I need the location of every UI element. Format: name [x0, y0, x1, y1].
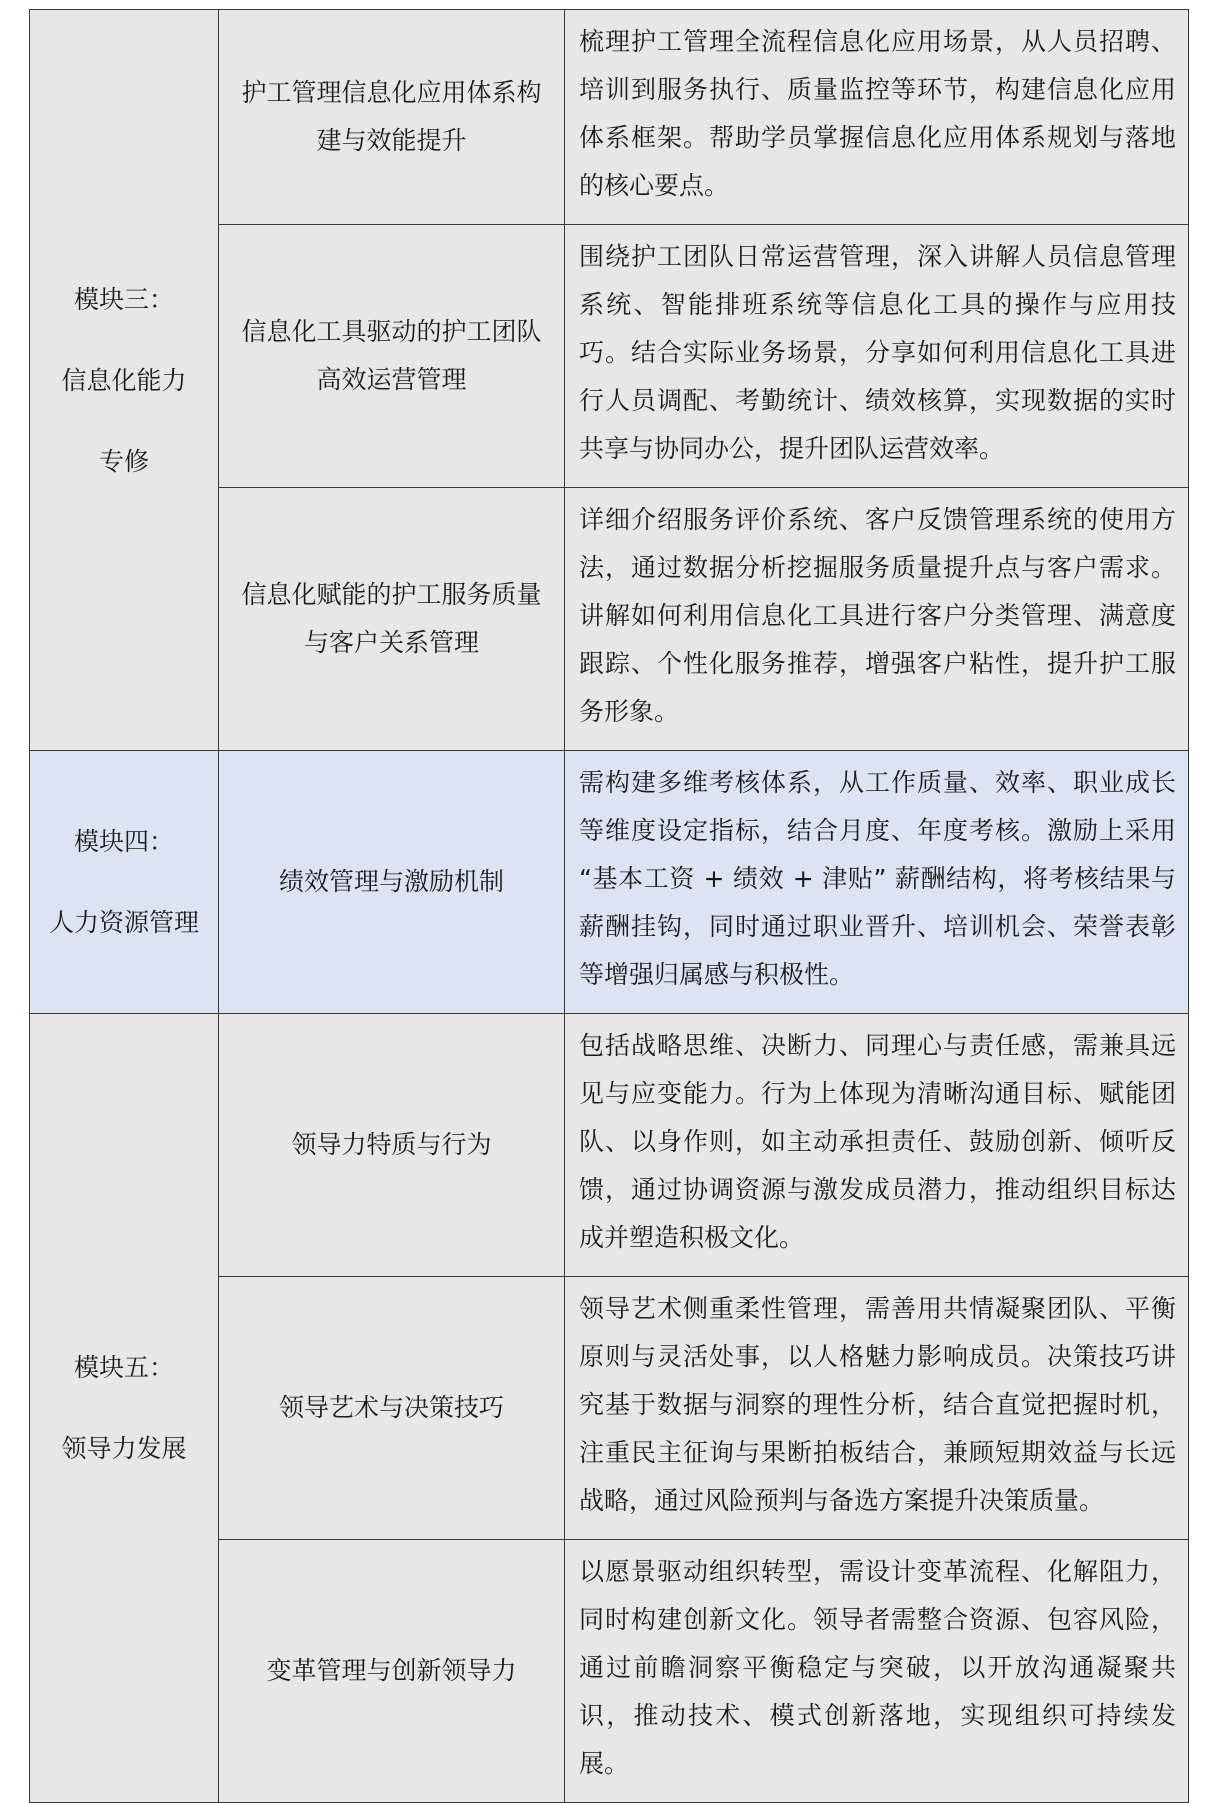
description-cell: 梳理护工管理全流程信息化应用场景，从人员招聘、培训到服务执行、质量监控等环节，构建信息化应用体系框架。帮助学员掌握信息化应用体系规划与落地的核心要点。 — [565, 10, 1189, 225]
description-cell: 详细介绍服务评价系统、客户反馈管理系统的使用方法，通过数据分析挖掘服务质量提升点与客户需求。讲解如何利用信息化工具进行客户分类管理、满意度跟踪、个性化服务推荐，增强客户粘性，提升护工服务形象。 — [565, 488, 1189, 751]
table-row — [30, 751, 1189, 1014]
topic-cell: 领导力特质与行为 — [219, 1014, 565, 1277]
module-title-line: 人力资源管理 — [48, 908, 199, 937]
module-cell — [30, 751, 219, 1014]
curriculum-table-container — [29, 9, 1189, 1803]
table-row — [30, 1014, 1189, 1277]
topic-cell: 护工管理信息化应用体系构建与效能提升 — [219, 10, 565, 225]
module-cell — [30, 1014, 219, 1803]
module-title-line: 专修 — [98, 446, 149, 476]
description-cell: 包括战略思维、决断力、同理心与责任感，需兼具远见与应变能力。行为上体现为清晰沟通目标、赋能团队、以身作则，如主动承担责任、鼓励创新、倾听反馈，通过协调资源与激发成员潜力，推动组织目标达成并塑造积极文化。 — [565, 1014, 1189, 1277]
topic-cell: 信息化工具驱动的护工团队高效运营管理 — [219, 225, 565, 488]
topic-cell: 变革管理与创新领导力 — [219, 1540, 565, 1803]
module-title-line: 模块三： — [73, 284, 174, 314]
table-row — [30, 10, 1189, 225]
module-title-line: 领导力发展 — [61, 1434, 187, 1463]
curriculum-table — [29, 9, 1189, 1803]
description-cell: 需构建多维考核体系，从工作质量、效率、职业成长等维度设定指标，结合月度、年度考核。激励上采用 “基本工资 + 绩效 + 津贴” 薪酬结构，将考核结果与薪酬挂钩，同时通过职业晋升、培训机会、荣誉表彰等增强归属感与积极性。 — [565, 751, 1189, 1014]
description-cell: 领导艺术侧重柔性管理，需善用共情凝聚团队、平衡原则与灵活处事，以人格魅力影响成员。决策技巧讲究基于数据与洞察的理性分析，结合直觉把握时机，注重民主征询与果断拍板结合，兼顾短期效益与长远战略，通过风险预判与备选方案提升决策质量。 — [565, 1277, 1189, 1540]
module-cell — [30, 10, 219, 751]
topic-cell: 信息化赋能的护工服务质量与客户关系管理 — [219, 488, 565, 751]
module-title-line: 模块五： — [73, 1353, 174, 1382]
description-cell: 以愿景驱动组织转型，需设计变革流程、化解阻力，同时构建创新文化。领导者需整合资源、包容风险，通过前瞻洞察平衡稳定与突破，以开放沟通凝聚共识，推动技术、模式创新落地，实现组织可持续发展。 — [565, 1540, 1189, 1803]
topic-cell: 领导艺术与决策技巧 — [219, 1277, 565, 1540]
topic-cell: 绩效管理与激励机制 — [219, 751, 565, 1014]
module-title-line: 模块四： — [73, 827, 174, 856]
description-cell: 围绕护工团队日常运营管理，深入讲解人员信息管理系统、智能排班系统等信息化工具的操作与应用技巧。结合实际业务场景，分享如何利用信息化工具进行人员调配、考勤统计、绩效核算，实现数据的实时共享与协同办公，提升团队运营效率。 — [565, 225, 1189, 488]
module-title-line: 信息化能力 — [61, 365, 187, 395]
